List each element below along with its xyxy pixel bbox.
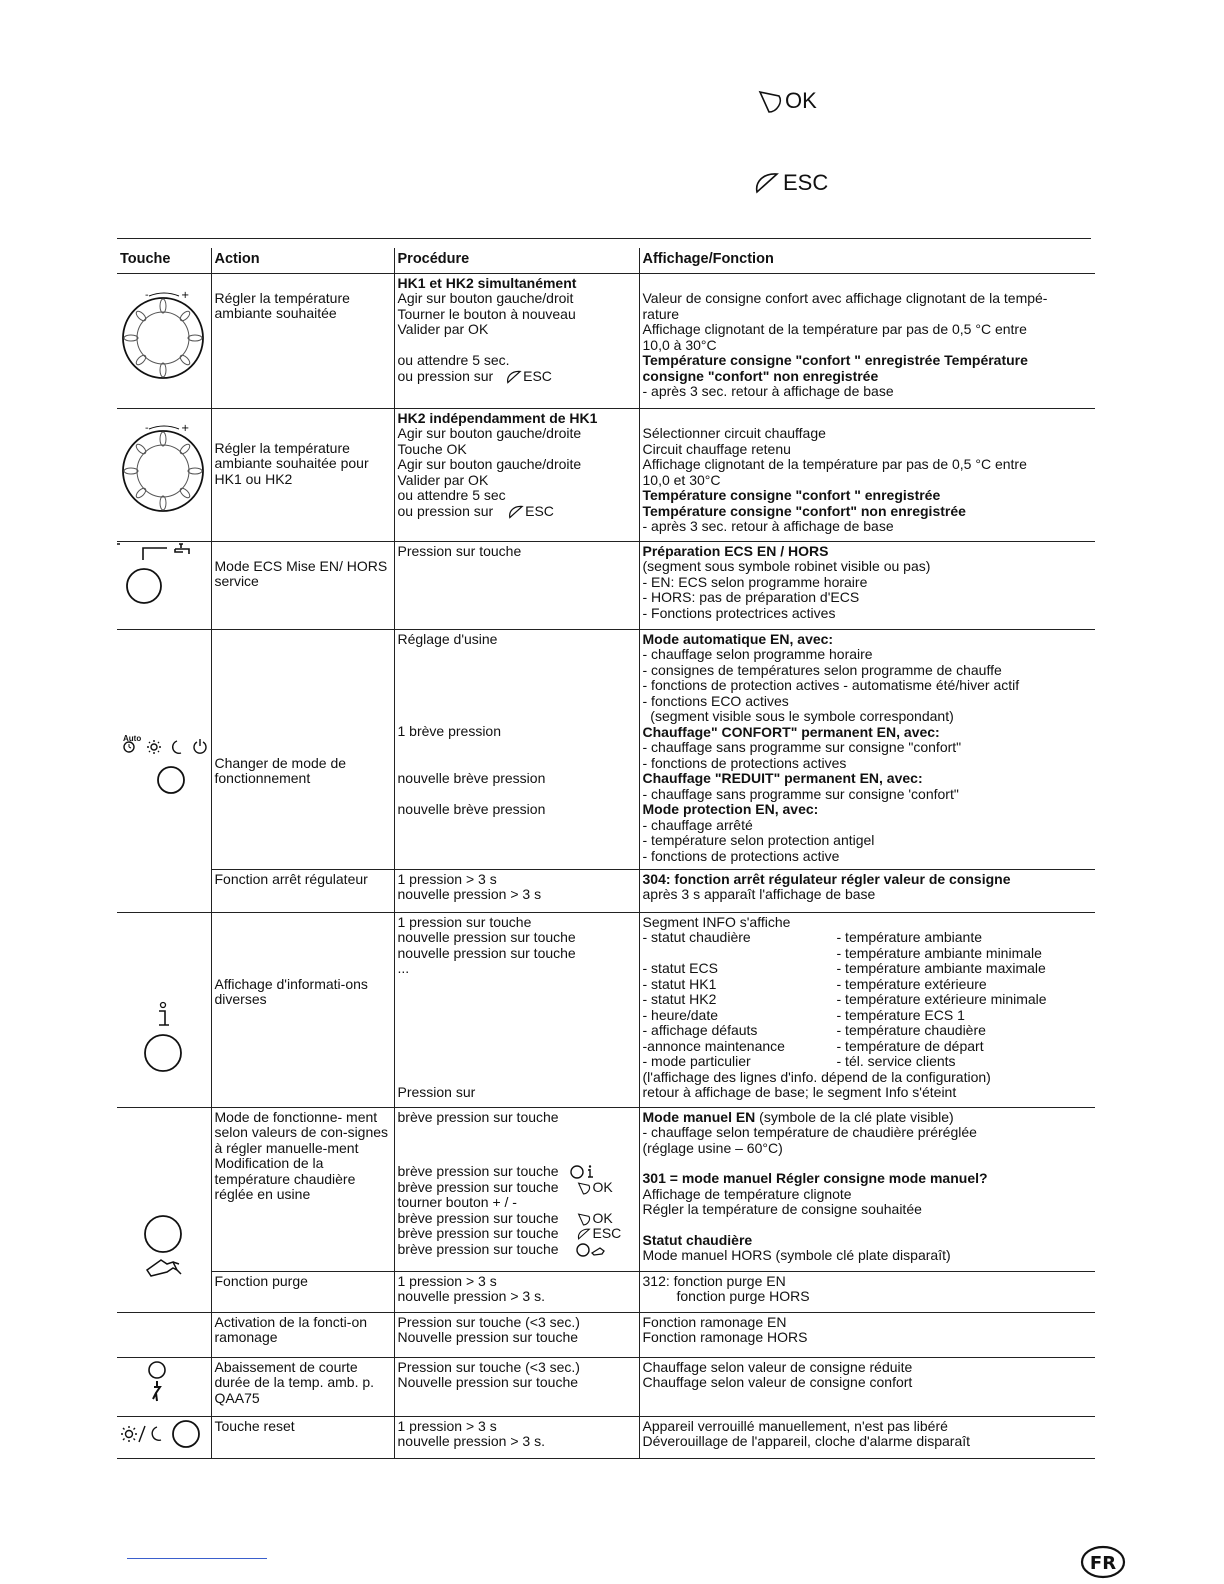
disp-line: Valeur de consigne confort avec affichage clignotant de la tempé- [642,290,1048,306]
action-text: Mode de fonctionne- ment selon valeurs de con-signes à régler manuelle-ment Modification de la température chaudière réglée en usine [214,1108,389,1202]
action-cell [211,1271,394,1312]
disp-line: - heure/date [642,1006,718,1023]
disp-line: - affichage défauts [642,1022,758,1038]
disp-line: - tél. service clients [836,1053,956,1069]
display-cell [639,869,1095,912]
proc-line: Agir sur bouton gauche/droite [397,425,582,441]
proc-line: Pression sur touche (<3 sec.) [397,1358,580,1375]
disp-line: - fonctions de protections actives [642,754,847,771]
disp-line: Chauffage "REDUIT" permanent EN, avec: [642,770,923,786]
disp-line: - consignes de températures selon programme de chauffe [642,661,1002,678]
disp-line: Segment INFO s'affiche [642,913,791,930]
proc-line: brève pression sur touche [397,1108,559,1125]
action-text: Fonction arrêt régulateur [214,870,368,887]
rotary-knob-icon [121,288,207,388]
table-row [117,1107,1095,1271]
table-row [117,408,1095,541]
ok-key-icon [757,88,783,114]
presence-icon [145,1361,185,1411]
disp-line: Sélectionner circuit chauffage [642,425,826,441]
proc-line: brève pression sur touche [398,1242,636,1258]
disp-line: retour à affichage de base; le segment Info s'éteint [642,1084,957,1100]
action-cell [211,408,394,541]
svg-text:-: - [145,422,149,434]
disp-line: - température ambiante maximale [836,960,1046,976]
svg-text:-: - [145,289,149,301]
esc-key-label: ESC [523,367,552,384]
proc-line: HK2 indépendamment de HK1 [397,409,598,426]
disp-line: Appareil verrouillé manuellement, n'est pas libéré [642,1417,948,1434]
display-cell [639,1107,1095,1271]
info-icon [137,1001,197,1091]
svg-text:+: + [181,289,190,301]
procedure-cell [394,912,639,1107]
wrench-icon [137,1212,207,1292]
display-cell [639,1271,1095,1312]
proc-line: 1 brève pression [397,723,502,739]
esc-label: ESC [783,170,829,195]
procedure-cell [394,273,639,408]
col-header-action: Action [211,248,394,273]
procedure-cell [394,1107,639,1271]
tap-icon [117,542,207,612]
mode-symbols-icon [119,738,211,798]
proc-line: Réglage d'usine [397,630,498,647]
eco-key-cell [117,1357,211,1416]
auto-label: Auto [123,733,142,743]
info-button[interactable] [145,1035,181,1071]
disp-line: - fonctions ECO actives [642,692,789,709]
procedure-cell [394,1271,639,1312]
disp-line: Température consigne "confort " enregistrée [642,487,941,503]
action-text: Touche reset [214,1417,295,1434]
proc-line: ou pression sur ESC [397,502,554,519]
proc-line: nouvelle pression > 3 s. [397,1288,545,1304]
action-cell [211,273,394,408]
display-cell [639,912,1095,1107]
disp-line: - chauffage sans programme sur consigne 'confort" [642,785,959,802]
disp-line: - température de départ [836,1037,984,1054]
disp-line: (l'affichage des lignes d'info. dépend de la configuration) [642,1068,991,1085]
procedure-cell [394,1416,639,1458]
proc-line: 1 pression sur touche [397,913,532,930]
disp-line: - température extérieure [836,975,987,992]
disp-line: Statut chaudière [642,1231,753,1248]
proc-line: tourner bouton + / - [397,1194,517,1210]
esc-key-label: ESC [525,502,554,519]
disp-line: - température selon protection antigel [642,832,875,848]
proc-line: Agir sur bouton gauche/droite [397,456,582,472]
proc-line: Agir sur bouton gauche/droit [397,290,574,306]
disp-line: Mode protection EN, avec: [642,801,819,817]
rotary-knob-cell [117,273,211,408]
esc-key-icon [576,1227,592,1241]
action-cell [211,1312,394,1357]
mode-button[interactable] [158,767,184,793]
disp-line: - chauffage sans programme sur consigne "confort" [642,739,962,755]
action-text: Fonction purge [214,1272,308,1289]
disp-line: Mode manuel EN (symbole de la clé plate visible) [642,1108,954,1125]
disp-line: Régler la température de consigne souhaitée [642,1201,922,1217]
disp-line: consigne "confort" non enregistrée [642,367,879,384]
action-cell [211,1107,394,1271]
table-row [117,869,1095,912]
proc-line: Tourner le bouton à nouveau [397,305,576,322]
disp-line: Affichage clignotant de la température par pas de 0,5 °C entre [642,321,1027,337]
info-key-icon [570,1165,600,1179]
ok-key-legend [757,88,817,114]
col-header-procedure: Procédure [394,248,639,273]
disp-line: 304: fonction arrêt régulateur régler valeur de consigne [642,870,1011,887]
disp-line: Affichage clignotant de la température par pas de 0,5 °C entre [642,456,1027,472]
reset-icon [119,1420,209,1454]
proc-line: Nouvelle pression sur touche [397,1329,579,1345]
disp-line: - après 3 sec. retour à affichage de base [642,383,894,399]
disp-line: (segment visible sous le symbole correspondant) [642,708,954,724]
table-top-rule [117,238,1091,239]
esc-key-legend [753,170,828,196]
disp-line: -annonce maintenance [642,1037,785,1054]
action-cell [211,912,394,1107]
action-cell [211,869,394,912]
disp-line: (réglage usine – 60°C) [642,1139,783,1156]
proc-line: ou pression sur ESC [397,367,552,384]
disp-line: - température ambiante [836,929,983,945]
ok-key-icon [576,1212,592,1226]
proc-line: Nouvelle pression sur touche [397,1374,579,1390]
svg-text:+: + [181,422,190,434]
disp-line: 10,0 à 30°C [642,336,717,353]
disp-line: - statut chaudière [642,929,751,945]
info-key-cell [117,912,211,1107]
table-row [117,629,1095,869]
action-text: Activation de la foncti-on ramonage [214,1313,368,1345]
action-text: Affichage d'informati-ons diverses [214,975,368,1007]
disp-line: Circuit chauffage retenu [642,440,791,457]
procedure-cell [394,541,639,629]
disp-line: - EN: ECS selon programme horaire [642,573,868,590]
disp-line: rature [642,305,680,322]
info-list [643,930,1093,1070]
empty-key-cell [117,1312,211,1357]
disp-line: - statut HK1 [642,975,717,992]
procedure-cell [394,629,639,869]
disp-line: Chauffage selon valeur de consigne confort [642,1374,913,1390]
proc-line: Touche OK [397,440,467,457]
manual-button[interactable] [145,1216,181,1252]
col-header-touche: Touche [117,248,211,273]
rotary-knob-icon [121,421,207,521]
disp-line: - chauffage selon température de chaudière préréglée [642,1124,977,1140]
proc-line: HK1 et HK2 simultanément [397,274,577,291]
table-row [117,1416,1095,1458]
action-cell [211,1357,394,1416]
proc-line: nouvelle brève pression [397,769,546,786]
action-text: Abaissement de courte durée de la temp. amb. p. QAA75 [214,1358,375,1406]
disp-line: Préparation ECS EN / HORS [642,542,829,559]
display-cell [639,273,1095,408]
table-row [117,1271,1095,1312]
disp-line: (segment sous symbole robinet visible ou pas) [642,558,931,574]
language-badge-label: FR [1089,1553,1117,1574]
col-header-affichage: Affichage/Fonction [639,248,1095,273]
action-text: Mode ECS Mise EN/ HORS service [214,557,388,589]
table-row [117,1357,1095,1416]
esc-key-icon [753,170,781,196]
procedure-cell [394,408,639,541]
disp-line: 301 = mode manuel Régler consigne mode manuel? [642,1170,988,1186]
ok-label: OK [785,88,817,113]
procedure-cell [394,1357,639,1416]
proc-line: Valider par OK [397,471,489,488]
reset-key-cell [117,1416,211,1458]
key-function-table [117,248,1095,1459]
disp-line: - chauffage selon programme horaire [642,646,873,662]
proc-line: 1 pression > 3 s [397,1272,497,1289]
disp-line: - température chaudière [836,1022,986,1038]
disp-line: Affichage de température clignote [642,1185,852,1202]
action-cell [211,1416,394,1458]
proc-line: ou attendre 5 sec [397,487,506,503]
action-text: Régler la température ambiante souhaitée pour HK1 ou HK2 [214,439,369,487]
proc-line: Valider par OK [397,321,489,337]
disp-line: - température ambiante minimale [836,944,1042,961]
disp-line: après 3 s apparaît l'affichage de base [642,886,876,902]
mode-key-cell [117,629,211,912]
disp-line: - statut ECS [642,960,718,976]
display-cell [639,1357,1095,1416]
reset-button[interactable] [173,1421,199,1447]
rotary-knob-cell [117,408,211,541]
proc-line: Pression sur touche [397,542,522,559]
esc-key-icon [507,504,525,520]
procedure-cell [394,1312,639,1357]
disp-line [643,946,837,962]
display-cell [639,541,1095,629]
disp-line: Fonction ramonage EN [642,1313,787,1330]
ok-key-label: OK [592,1178,613,1195]
procedure-cell [394,869,639,912]
proc-line: ou attendre 5 sec. [397,352,510,368]
disp-line: - fonctions de protections active [642,847,840,864]
proc-line: nouvelle pression sur touche [397,944,576,961]
manual-key-icon [576,1243,608,1257]
disp-line: - mode particulier [642,1053,751,1069]
table-row [117,273,1095,408]
proc-line: 1 pression > 3 s [397,870,497,887]
proc-line: nouvelle pression sur touche [397,929,576,945]
display-cell [639,408,1095,541]
disp-line: Température consigne "confort " enregistrée Température [642,352,1028,368]
disp-line: - chauffage arrêté [642,816,753,833]
proc-line: ... [397,960,410,976]
action-text: Régler la température ambiante souhaitée [214,289,350,321]
ecs-key-cell [117,541,211,629]
table-row [117,541,1095,629]
disp-line: - température extérieure minimale [836,991,1047,1007]
disp-line: Température consigne "confort" non enregistrée [642,502,966,519]
disp-line: - fonctions de protection actives - automatisme été/hiver actif [642,677,1020,693]
manual-key-cell [117,1107,211,1312]
proc-line: brève pression sur touche ESC [397,1225,622,1241]
table-header-row [117,248,1095,273]
proc-line: 1 pression > 3 s [397,1417,497,1434]
display-cell [639,1416,1095,1458]
disp-line: 10,0 et 30°C [642,471,721,488]
proc-line: nouvelle brève pression [397,800,546,817]
disp-line: Mode automatique EN, avec: [642,630,834,647]
table-row [117,912,1095,1107]
proc-line: nouvelle pression > 3 s. [397,1433,545,1449]
proc-line: brève pression sur touche OK [397,1178,613,1195]
disp-line: Déverouillage de l'appareil, cloche d'alarme disparaît [642,1433,971,1449]
disp-line: - statut HK2 [642,991,717,1007]
action-cell [211,629,394,869]
presence-button[interactable] [149,1362,165,1378]
disp-line: - après 3 sec. retour à affichage de base [642,518,894,534]
disp-line: - température ECS 1 [836,1006,965,1023]
esc-key-label: ESC [592,1225,622,1241]
action-text: Changer de mode de fonctionnement [214,754,347,786]
display-cell [639,1312,1095,1357]
language-badge [1080,1545,1126,1579]
ok-key-icon [576,1181,592,1195]
disp-line: fonction purge HORS [676,1288,810,1304]
table-row [117,1312,1095,1357]
proc-line: Pression sur [397,1083,476,1100]
disp-line: Mode manuel HORS (symbole clé plate disparaît) [642,1247,951,1263]
proc-line: brève pression sur touche [398,1164,636,1180]
proc-line: Pression sur touche (<3 sec.) [397,1313,580,1330]
ecs-button[interactable] [127,569,161,603]
disp-line: - HORS: pas de préparation d'ECS [642,589,860,605]
disp-line: Fonction ramonage HORS [642,1329,808,1345]
disp-line: 312: fonction purge EN [642,1272,786,1289]
disp-line: Chauffage selon valeur de consigne réduite [642,1358,913,1375]
ok-key-label: OK [592,1209,613,1226]
proc-line: nouvelle pression > 3 s [397,886,542,902]
disp-line: - Fonctions protectrices actives [642,604,836,621]
footer-link-rule [127,1558,267,1559]
display-cell [639,629,1095,869]
proc-line: brève pression sur touche OK [397,1209,613,1226]
action-cell [211,541,394,629]
esc-key-icon [505,369,523,385]
disp-line: Chauffage" CONFORT" permanent EN, avec: [642,723,940,740]
